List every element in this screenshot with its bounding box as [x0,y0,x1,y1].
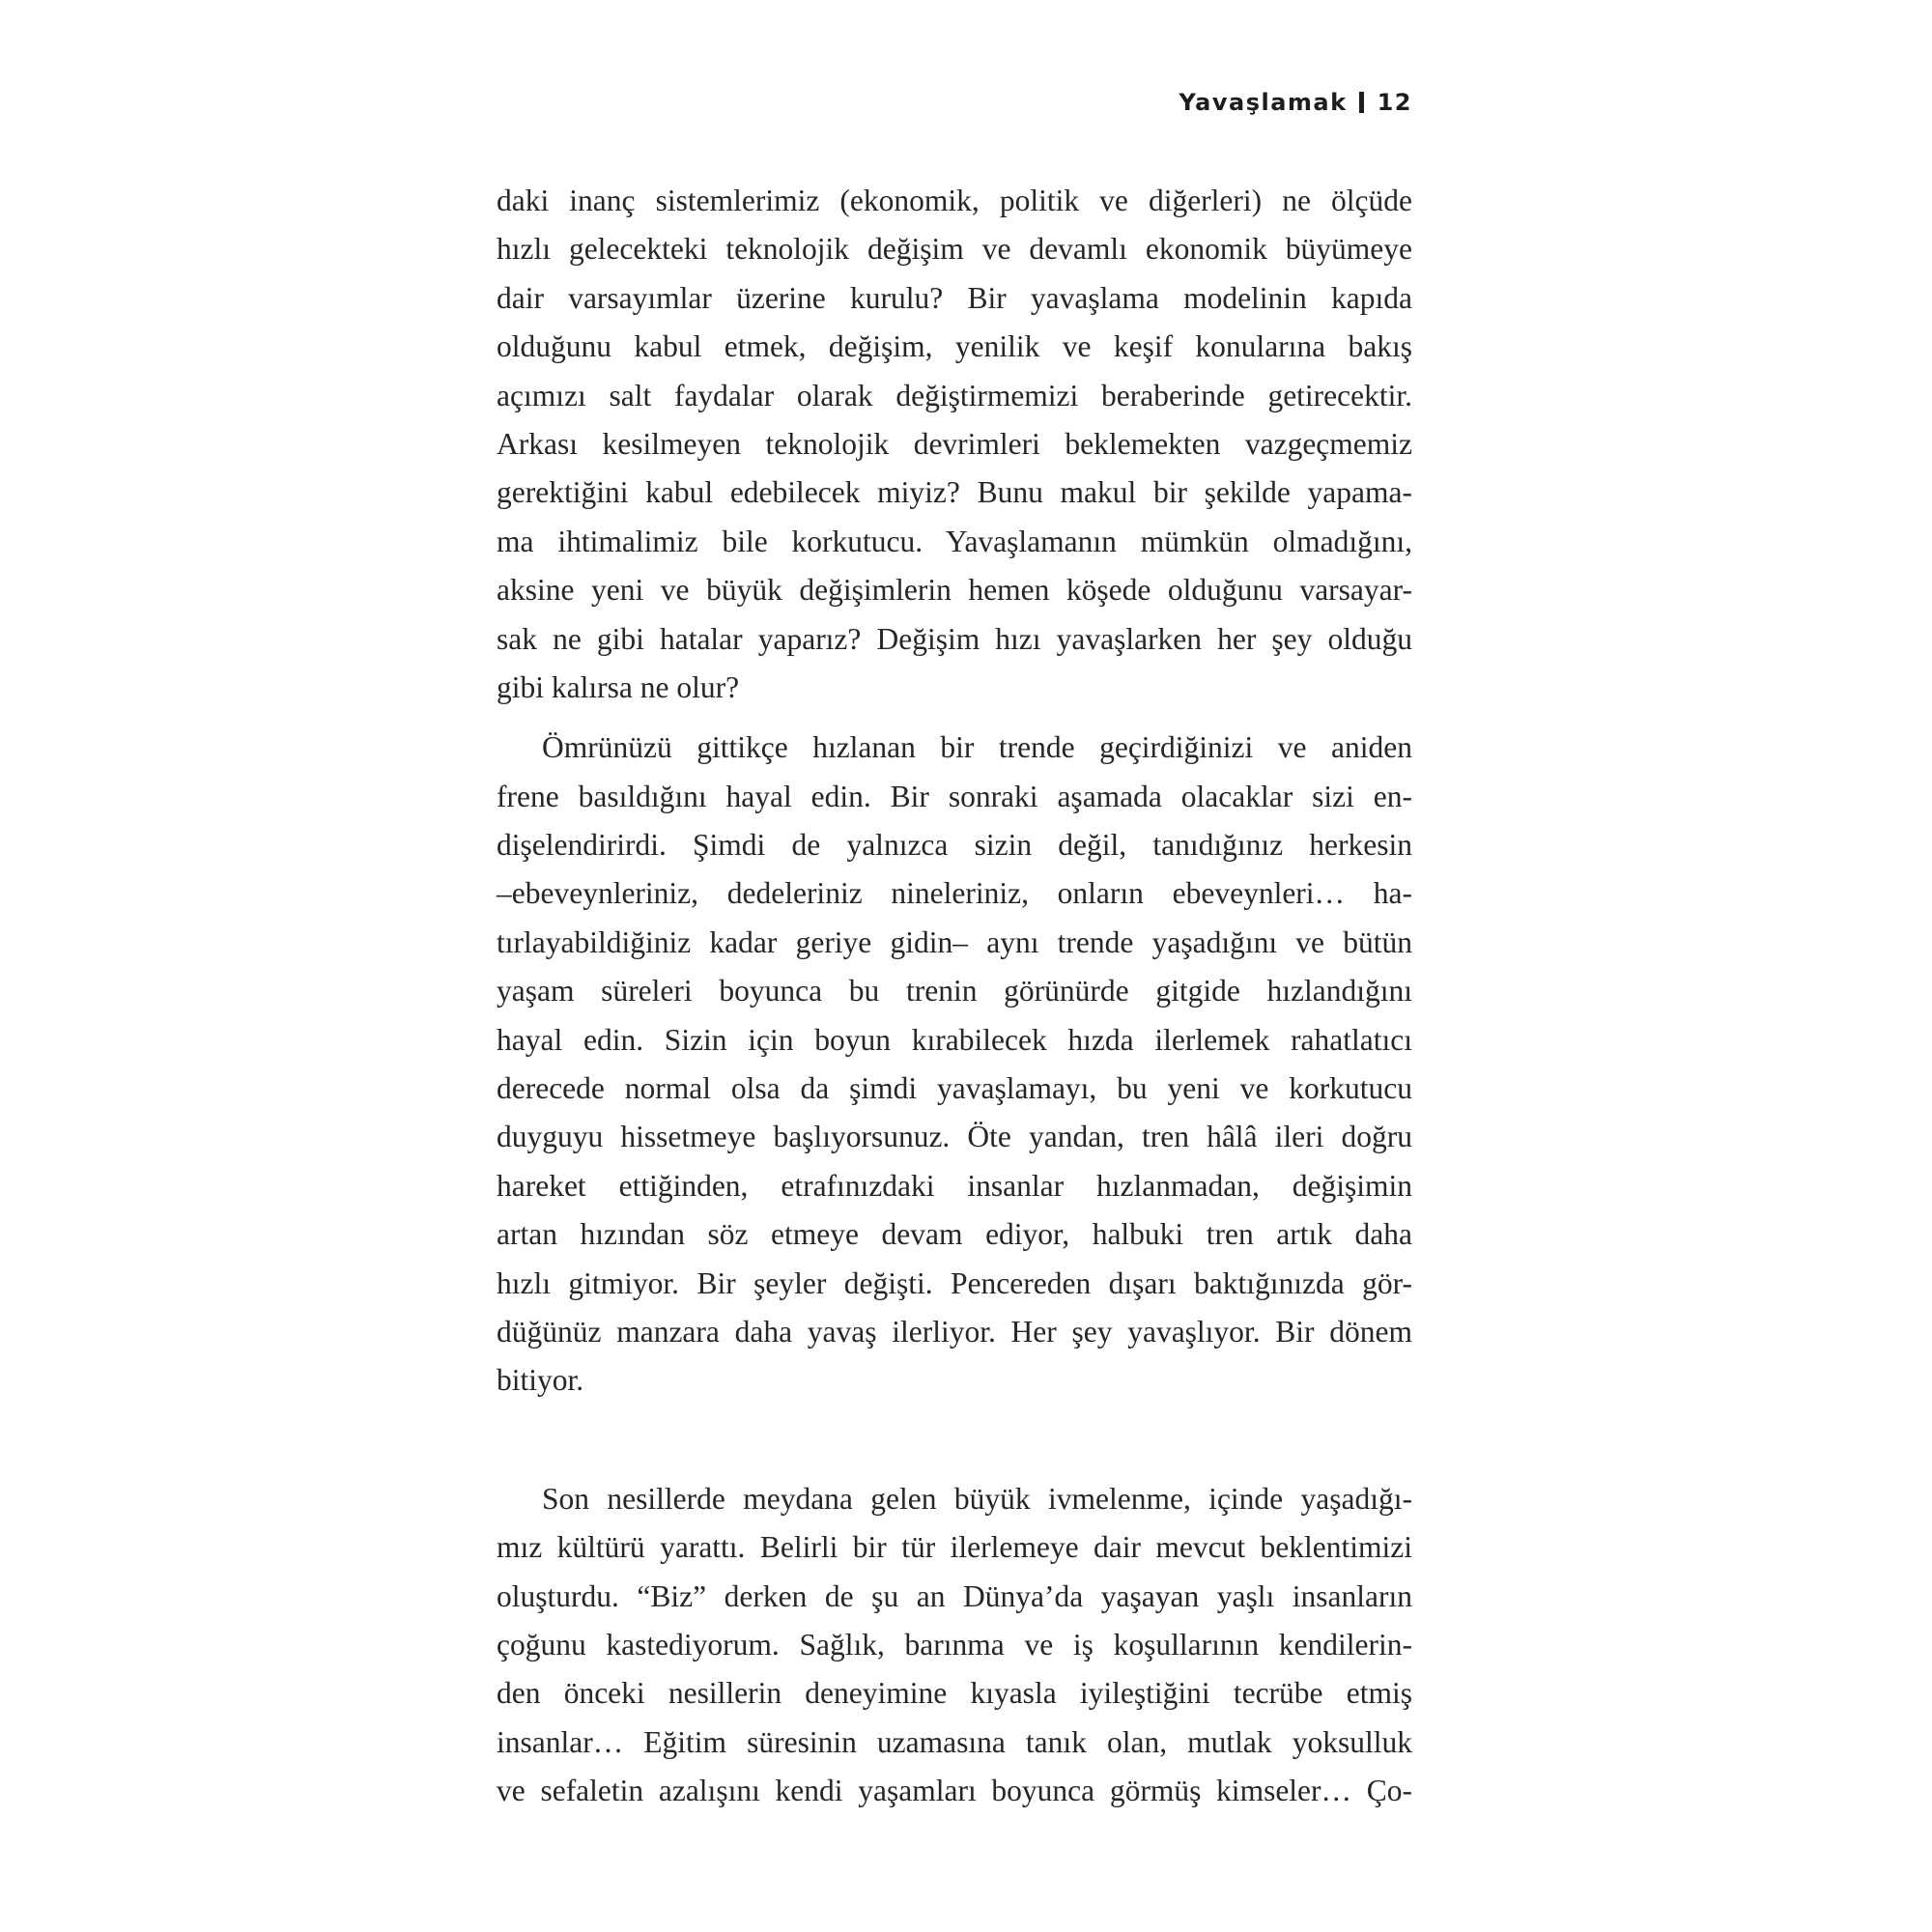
running-header [1179,89,1413,116]
paragraph-1 [497,177,1412,712]
text-line: ve sefaletin azalışını kendi yaşamları boyunca görmüş kimseler… Ço- [497,1774,1412,1808]
paragraph-2 [497,724,1412,1405]
text-line: Arkası kesilmeyen teknolojik devrimleri beklemekten vazgeçmemiz [497,426,1412,461]
text-line: dair varsayımlar üzerine kurulu? Bir yavaşlama modelinin kapıda [497,280,1412,315]
body-text [497,177,1412,1816]
text-line: olduğunu kabul etmek, değişim, yenilik ve keşif konularına bakış [497,329,1412,364]
text-line: yaşam süreleri boyunca bu trenin görünürde gitgide hızlandığını [497,974,1412,1009]
text-line: bitiyor. [497,1363,584,1398]
text-line: tırlayabildiğiniz kadar geriye gidin– aynı trende yaşadığını ve bütün [497,924,1412,959]
text-line: mız kültürü yarattı. Belirli bir tür ilerlemeye dair mevcut beklentimizi [497,1530,1412,1565]
text-line: oluşturdu. “Biz” derken de şu an Dünya’da yaşayan yaşlı insanların [497,1578,1412,1613]
text-line: artan hızından söz etmeye devam ediyor, halbuki tren artık daha [497,1217,1412,1252]
page-number: 12 [1377,89,1412,116]
header-separator [1359,92,1364,113]
text-line: daki inanç sistemlerimiz (ekonomik, politik ve diğerleri) ne ölçüde [497,184,1412,217]
text-line: Son nesillerde meydana gelen büyük ivmelenme, içinde yaşadığı- [542,1481,1412,1516]
text-line: hızlı gelecekteki teknolojik değişim ve devamlı ekonomik büyümeye [497,232,1412,267]
text-line: den önceki nesillerin deneyimine kıyasla iyileştiğini tecrübe etmiş [497,1676,1412,1711]
text-line: açımızı salt faydalar olarak değiştirmemizi beraberinde getirecektir. [497,378,1412,412]
text-line: derecede normal olsa da şimdi yavaşlamayı, bu yeni ve korkutucu [497,1071,1412,1106]
text-line: dişelendirirdi. Şimdi de yalnızca sizin değil, tanıdığınız herkesin [497,828,1412,863]
text-line: Ömrünüzü gittikçe hızlanan bir trende geçirdiğinizi ve aniden [542,730,1412,765]
text-line: hareket ettiğinden, etrafınızdaki insanlar hızlanmadan, değişimin [497,1168,1412,1203]
text-line: –ebeveynleriniz, dedeleriniz nineleriniz, onların ebeveynleri… ha- [497,876,1412,911]
text-line: gibi kalırsa ne olur? [497,669,740,704]
text-line: ma ihtimalimiz bile korkutucu. Yavaşlamanın mümkün olmadığını, [497,524,1412,558]
paragraph-3 [497,1475,1412,1816]
text-line: düğünüz manzara daha yavaş ilerliyor. Her şey yavaşlıyor. Bir dönem [497,1314,1412,1349]
text-line: frene basıldığını hayal edin. Bir sonraki aşamada olacaklar sizi en- [497,779,1412,813]
text-line: aksine yeni ve büyük değişimlerin hemen köşede olduğunu varsayar- [497,573,1412,608]
text-line: çoğunu kastediyorum. Sağlık, barınma ve iş koşullarının kendilerin- [497,1627,1412,1662]
text-line: gerektiğini kabul edebilecek miyiz? Bunu makul bir şekilde yapama- [497,475,1412,510]
chapter-title: Yavaşlamak [1179,89,1348,116]
text-line: hayal edin. Sizin için boyun kırabilecek hızda ilerlemek rahatlatıcı [497,1022,1412,1057]
text-line: sak ne gibi hatalar yaparız? Değişim hızı yavaşlarken her şey olduğu [497,621,1412,656]
text-line: insanlar… Eğitim süresinin uzamasına tanık olan, mutlak yoksulluk [497,1724,1412,1759]
text-line: hızlı gitmiyor. Bir şeyler değişti. Pencereden dışarı baktığınızda gör- [497,1265,1412,1300]
text-line: duyguyu hissetmeye başlıyorsunuz. Öte yandan, tren hâlâ ileri doğru [497,1120,1412,1154]
